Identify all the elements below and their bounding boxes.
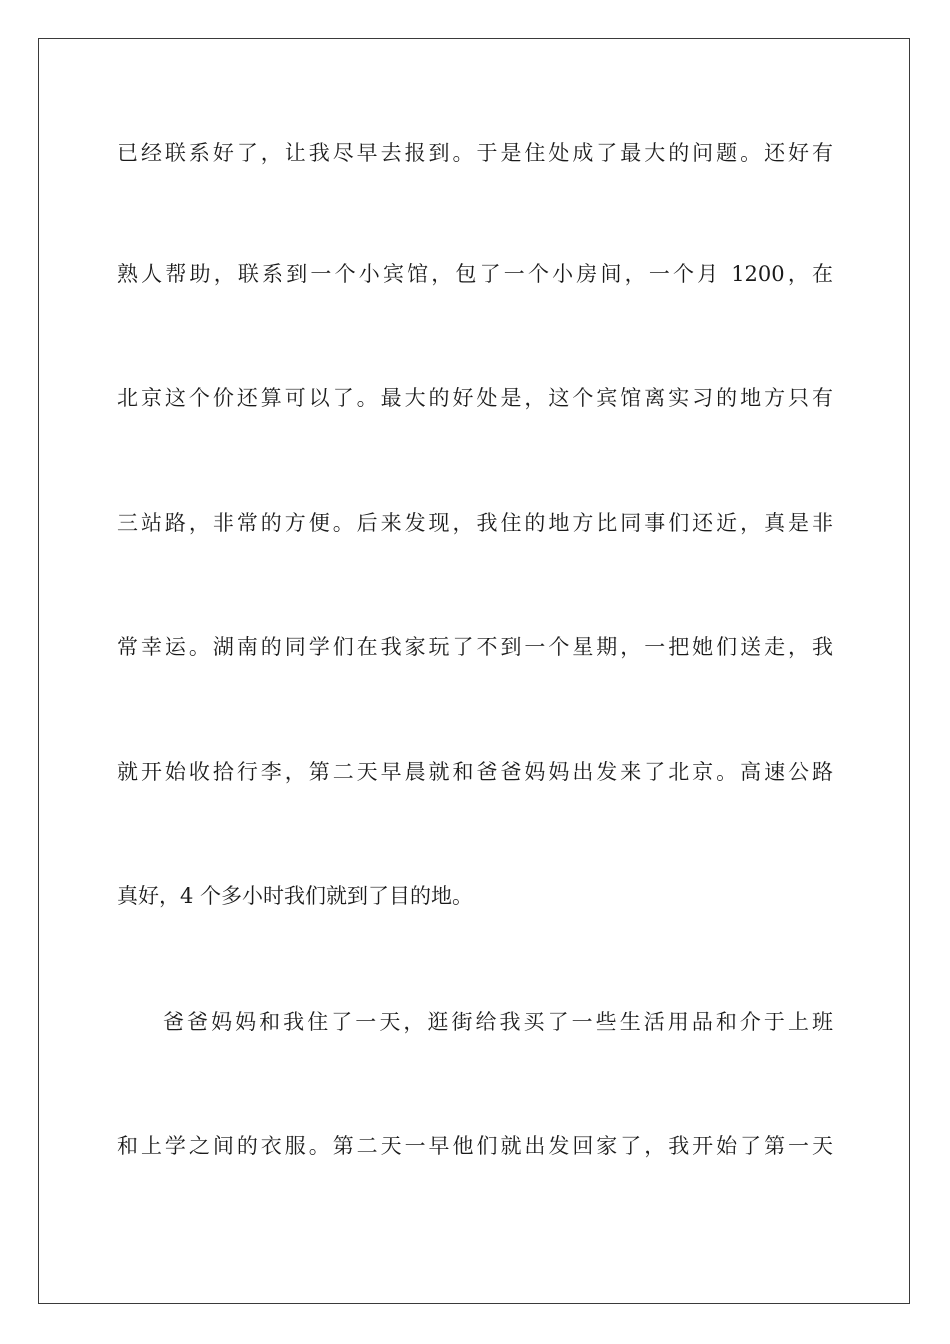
paragraph-line: 和上学之间的衣服。第二天一早他们就出发回家了，我开始了第一天	[117, 1134, 833, 1158]
paragraph-line: 爸爸妈妈和我住了一天，逛街给我买了一些生活用品和介于上班	[163, 1010, 833, 1034]
paragraph-line: 北京这个价还算可以了。最大的好处是，这个宾馆离实习的地方只有	[117, 386, 833, 410]
page-frame	[38, 38, 910, 1304]
paragraph-line: 已经联系好了，让我尽早去报到。于是住处成了最大的问题。还好有	[117, 141, 833, 165]
paragraph-line: 熟人帮助，联系到一个小宾馆，包了一个小房间，一个月 1200，在	[117, 262, 833, 286]
paragraph-line: 常幸运。湖南的同学们在我家玩了不到一个星期，一把她们送走，我	[117, 635, 833, 659]
paragraph-line: 三站路，非常的方便。后来发现，我住的地方比同事们还近，真是非	[117, 511, 833, 535]
paragraph-line: 真好，4 个多小时我们就到了目的地。	[117, 884, 474, 908]
paragraph-line: 就开始收拾行李，第二天早晨就和爸爸妈妈出发来了北京。高速公路	[117, 760, 833, 784]
